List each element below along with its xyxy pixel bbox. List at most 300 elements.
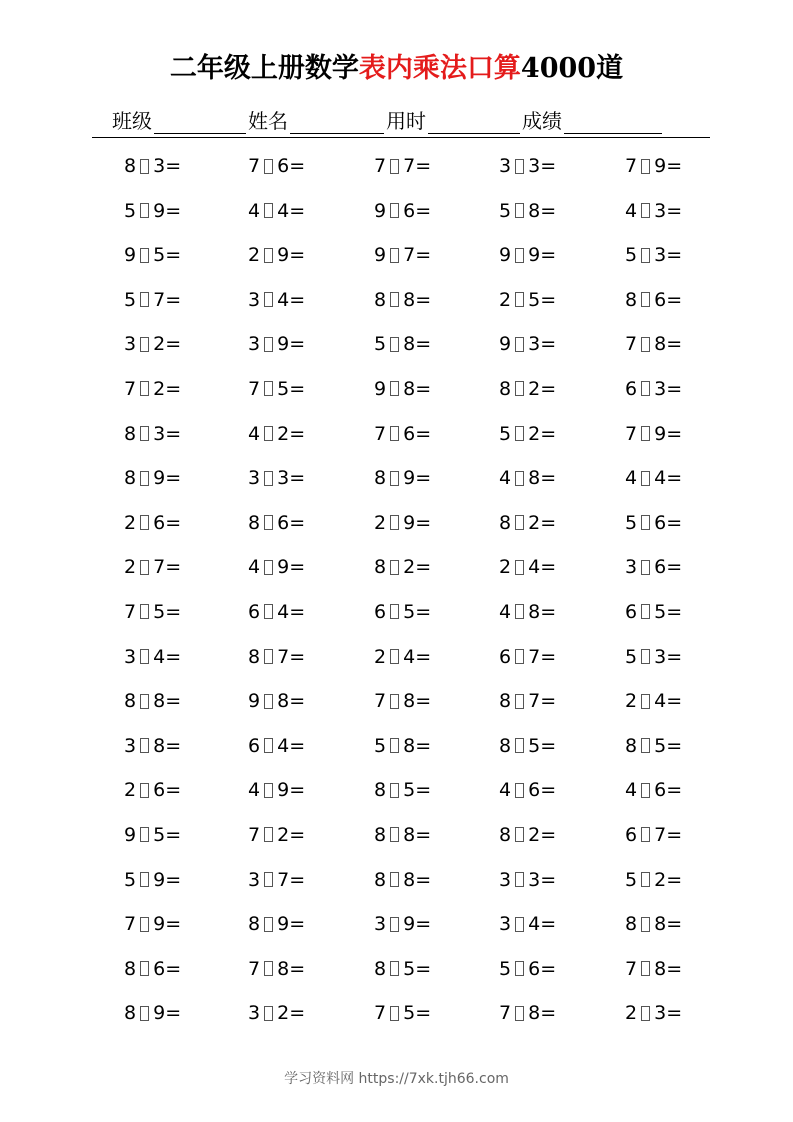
multiply-sign-icon <box>390 961 399 976</box>
multiply-sign-icon <box>390 292 399 307</box>
multiply-sign-icon <box>390 381 399 396</box>
equals-sign: = <box>666 823 683 846</box>
operand-b: 5 <box>403 600 416 623</box>
operand-a: 6 <box>248 734 261 757</box>
multiply-sign-icon <box>390 471 399 486</box>
problem-row <box>0 279 793 324</box>
operand-a: 8 <box>499 823 512 846</box>
operand-a: 8 <box>124 155 137 177</box>
multiply-sign-icon <box>140 337 149 352</box>
operand-b: 3 <box>153 155 166 177</box>
multiplication-problem <box>625 333 682 355</box>
multiplication-problem <box>374 155 431 177</box>
multiplication-problem <box>499 779 556 801</box>
equals-sign: = <box>666 913 683 936</box>
equals-sign: = <box>165 422 182 445</box>
multiplication-problem <box>248 779 305 801</box>
operand-b: 2 <box>277 823 290 846</box>
multiply-sign-icon <box>641 560 650 575</box>
multiply-sign-icon <box>515 381 524 396</box>
multiplication-problem <box>625 690 682 712</box>
operand-b: 8 <box>403 377 416 400</box>
multiplication-problem <box>124 1002 181 1024</box>
multiply-sign-icon <box>264 738 273 753</box>
equals-sign: = <box>540 422 557 445</box>
multiplication-problem <box>625 779 682 801</box>
multiplication-problem <box>374 378 431 400</box>
multiplication-problem <box>124 200 181 222</box>
problem-row <box>0 546 793 591</box>
operand-a: 7 <box>625 155 638 177</box>
multiplication-problem <box>499 869 556 891</box>
multiplication-problem <box>248 378 305 400</box>
operand-a: 7 <box>248 155 261 177</box>
operand-a: 8 <box>625 734 638 757</box>
operand-a: 8 <box>374 779 387 802</box>
operand-a: 8 <box>248 645 261 668</box>
multiplication-problem <box>248 601 305 623</box>
equals-sign: = <box>165 913 182 936</box>
operand-b: 8 <box>403 288 416 311</box>
operand-b: 8 <box>403 333 416 356</box>
multiplication-problem <box>625 512 682 534</box>
multiply-sign-icon <box>641 159 650 174</box>
equals-sign: = <box>415 288 432 311</box>
equals-sign: = <box>289 645 306 668</box>
operand-b: 9 <box>528 244 541 267</box>
multiplication-problem <box>625 869 682 891</box>
equals-sign: = <box>540 913 557 936</box>
problem-row <box>0 859 793 904</box>
operand-a: 7 <box>124 600 137 623</box>
multiply-sign-icon <box>641 694 650 709</box>
operand-a: 8 <box>374 467 387 490</box>
multiply-sign-icon <box>641 1006 650 1021</box>
equals-sign: = <box>165 779 182 802</box>
equals-sign: = <box>666 244 683 267</box>
operand-a: 7 <box>625 957 638 980</box>
operand-a: 2 <box>124 779 137 802</box>
multiply-sign-icon <box>140 649 149 664</box>
operand-b: 5 <box>654 734 667 757</box>
multiplication-problem <box>499 423 556 445</box>
operand-b: 3 <box>654 1002 667 1025</box>
operand-a: 8 <box>374 823 387 846</box>
multiply-sign-icon <box>390 827 399 842</box>
multiply-sign-icon <box>515 917 524 932</box>
operand-b: 8 <box>153 690 166 713</box>
multiply-sign-icon <box>264 159 273 174</box>
equals-sign: = <box>165 467 182 490</box>
operand-b: 2 <box>528 377 541 400</box>
multiplication-problem <box>248 333 305 355</box>
operand-a: 2 <box>499 556 512 579</box>
multiplication-problem <box>374 690 431 712</box>
multiply-sign-icon <box>140 872 149 887</box>
multiply-sign-icon <box>264 649 273 664</box>
equals-sign: = <box>540 690 557 713</box>
operand-a: 8 <box>374 868 387 891</box>
operand-b: 5 <box>403 1002 416 1025</box>
equals-sign: = <box>289 511 306 534</box>
multiplication-problem <box>124 467 181 489</box>
multiplication-problem <box>124 244 181 266</box>
problem-row <box>0 680 793 725</box>
operand-b: 4 <box>528 913 541 936</box>
operand-b: 9 <box>153 199 166 222</box>
equals-sign: = <box>289 779 306 802</box>
operand-b: 3 <box>654 199 667 222</box>
multiply-sign-icon <box>264 515 273 530</box>
operand-b: 9 <box>654 422 667 445</box>
operand-a: 7 <box>374 422 387 445</box>
multiply-sign-icon <box>264 471 273 486</box>
operand-a: 4 <box>248 422 261 445</box>
multiplication-problem <box>374 289 431 311</box>
operand-a: 8 <box>499 377 512 400</box>
operand-b: 3 <box>528 868 541 891</box>
multiplication-problem <box>625 735 682 757</box>
equals-sign: = <box>415 734 432 757</box>
operand-a: 5 <box>499 957 512 980</box>
problem-row <box>0 903 793 948</box>
operand-a: 8 <box>499 734 512 757</box>
equals-sign: = <box>289 244 306 267</box>
operand-a: 8 <box>374 556 387 579</box>
operand-b: 5 <box>403 957 416 980</box>
operand-a: 5 <box>625 244 638 267</box>
operand-b: 5 <box>528 288 541 311</box>
multiplication-problem <box>248 556 305 578</box>
equals-sign: = <box>540 244 557 267</box>
multiplication-problem <box>374 244 431 266</box>
problem-row <box>0 502 793 547</box>
equals-sign: = <box>165 333 182 356</box>
multiplication-problem <box>248 1002 305 1024</box>
multiply-sign-icon <box>390 203 399 218</box>
operand-a: 2 <box>124 511 137 534</box>
operand-a: 5 <box>374 333 387 356</box>
multiplication-problem <box>499 1002 556 1024</box>
equals-sign: = <box>666 600 683 623</box>
multiply-sign-icon <box>515 827 524 842</box>
multiplication-problem <box>625 1002 682 1024</box>
multiply-sign-icon <box>390 649 399 664</box>
multiply-sign-icon <box>515 649 524 664</box>
multiply-sign-icon <box>264 1006 273 1021</box>
equals-sign: = <box>165 690 182 713</box>
operand-a: 2 <box>625 1002 638 1025</box>
equals-sign: = <box>415 823 432 846</box>
operand-b: 3 <box>528 155 541 177</box>
equals-sign: = <box>540 288 557 311</box>
operand-b: 6 <box>654 511 667 534</box>
multiply-sign-icon <box>390 694 399 709</box>
time-blank[interactable] <box>428 111 520 134</box>
equals-sign: = <box>415 333 432 356</box>
multiplication-problem <box>248 467 305 489</box>
multiply-sign-icon <box>140 159 149 174</box>
operand-b: 6 <box>153 511 166 534</box>
multiply-sign-icon <box>641 783 650 798</box>
equals-sign: = <box>415 957 432 980</box>
problem-row <box>0 323 793 368</box>
operand-b: 6 <box>654 288 667 311</box>
multiplication-problem <box>625 289 682 311</box>
problem-row <box>0 190 793 235</box>
operand-a: 8 <box>499 690 512 713</box>
equals-sign: = <box>666 734 683 757</box>
multiplication-problem <box>374 200 431 222</box>
multiply-sign-icon <box>390 560 399 575</box>
multiply-sign-icon <box>515 738 524 753</box>
multiplication-problem <box>625 913 682 935</box>
equals-sign: = <box>666 288 683 311</box>
equals-sign: = <box>289 690 306 713</box>
equals-sign: = <box>540 511 557 534</box>
equals-sign: = <box>415 600 432 623</box>
multiply-sign-icon <box>641 248 650 263</box>
class-blank[interactable] <box>154 111 246 134</box>
multiply-sign-icon <box>140 694 149 709</box>
multiply-sign-icon <box>264 604 273 619</box>
operand-b: 9 <box>277 913 290 936</box>
equals-sign: = <box>165 288 182 311</box>
multiply-sign-icon <box>641 961 650 976</box>
operand-b: 9 <box>403 913 416 936</box>
operand-a: 7 <box>625 333 638 356</box>
operand-b: 3 <box>654 645 667 668</box>
operand-b: 5 <box>528 734 541 757</box>
multiply-sign-icon <box>390 159 399 174</box>
multiplication-problem <box>374 601 431 623</box>
multiply-sign-icon <box>390 248 399 263</box>
multiply-sign-icon <box>390 604 399 619</box>
multiply-sign-icon <box>264 337 273 352</box>
multiplication-problem <box>499 913 556 935</box>
multiply-sign-icon <box>264 203 273 218</box>
operand-a: 7 <box>124 913 137 936</box>
equals-sign: = <box>540 377 557 400</box>
score-blank[interactable] <box>564 111 662 134</box>
operand-b: 7 <box>153 556 166 579</box>
multiplication-problem <box>248 155 305 177</box>
equals-sign: = <box>415 199 432 222</box>
multiply-sign-icon <box>140 604 149 619</box>
multiply-sign-icon <box>140 917 149 932</box>
multiplication-problem <box>374 869 431 891</box>
name-blank[interactable] <box>290 111 384 134</box>
operand-b: 4 <box>277 734 290 757</box>
equals-sign: = <box>415 422 432 445</box>
multiply-sign-icon <box>264 961 273 976</box>
multiplication-problem <box>124 155 181 177</box>
operand-a: 9 <box>374 377 387 400</box>
multiply-sign-icon <box>641 738 650 753</box>
student-info-line <box>112 104 712 134</box>
page-title <box>0 46 793 85</box>
operand-b: 3 <box>654 244 667 267</box>
equals-sign: = <box>165 199 182 222</box>
equals-sign: = <box>289 823 306 846</box>
multiplication-problem <box>625 556 682 578</box>
operand-a: 7 <box>248 823 261 846</box>
multiplication-problem <box>499 824 556 846</box>
multiplication-problem <box>124 333 181 355</box>
operand-a: 8 <box>124 957 137 980</box>
footer-watermark: 学习资料网 https://7xk.tjh66.com <box>284 1071 509 1087</box>
equals-sign: = <box>666 556 683 579</box>
equals-sign: = <box>289 288 306 311</box>
multiplication-problem <box>625 601 682 623</box>
operand-a: 2 <box>374 511 387 534</box>
multiplication-problem <box>374 824 431 846</box>
equals-sign: = <box>666 957 683 980</box>
operand-b: 6 <box>153 779 166 802</box>
operand-a: 5 <box>625 645 638 668</box>
equals-sign: = <box>666 511 683 534</box>
multiplication-problem <box>248 958 305 980</box>
operand-a: 3 <box>124 645 137 668</box>
multiply-sign-icon <box>641 827 650 842</box>
equals-sign: = <box>289 333 306 356</box>
equals-sign: = <box>540 1002 557 1025</box>
equals-sign: = <box>540 734 557 757</box>
multiplication-problem <box>374 556 431 578</box>
operand-a: 3 <box>124 734 137 757</box>
multiply-sign-icon <box>140 292 149 307</box>
operand-a: 7 <box>374 155 387 177</box>
operand-b: 6 <box>153 957 166 980</box>
equals-sign: = <box>289 155 306 177</box>
multiply-sign-icon <box>515 426 524 441</box>
multiplication-problem <box>248 289 305 311</box>
equals-sign: = <box>165 155 182 177</box>
operand-a: 7 <box>248 377 261 400</box>
multiplication-problem <box>124 735 181 757</box>
operand-b: 9 <box>277 779 290 802</box>
multiply-sign-icon <box>390 426 399 441</box>
multiplication-problem <box>248 869 305 891</box>
operand-a: 8 <box>625 288 638 311</box>
operand-b: 9 <box>277 244 290 267</box>
multiplication-problem <box>499 512 556 534</box>
multiplication-problem <box>124 646 181 668</box>
operand-a: 3 <box>124 333 137 356</box>
operand-b: 8 <box>654 913 667 936</box>
equals-sign: = <box>415 868 432 891</box>
operand-a: 5 <box>374 734 387 757</box>
multiplication-problem <box>499 556 556 578</box>
multiplication-problem <box>499 155 556 177</box>
multiply-sign-icon <box>140 560 149 575</box>
multiplication-problem <box>374 646 431 668</box>
equals-sign: = <box>540 868 557 891</box>
multiplication-problem <box>499 289 556 311</box>
equals-sign: = <box>540 199 557 222</box>
multiplication-problem <box>248 913 305 935</box>
operand-a: 2 <box>625 690 638 713</box>
equals-sign: = <box>540 957 557 980</box>
equals-sign: = <box>415 913 432 936</box>
equals-sign: = <box>289 556 306 579</box>
multiply-sign-icon <box>641 203 650 218</box>
multiplication-problem <box>248 690 305 712</box>
equals-sign: = <box>540 467 557 490</box>
multiply-sign-icon <box>264 872 273 887</box>
multiply-sign-icon <box>641 337 650 352</box>
multiplication-problem <box>374 512 431 534</box>
multiplication-problem <box>374 779 431 801</box>
multiplication-problem <box>374 423 431 445</box>
multiply-sign-icon <box>515 515 524 530</box>
operand-b: 9 <box>403 467 416 490</box>
problem-row <box>0 948 793 993</box>
multiply-sign-icon <box>515 248 524 263</box>
multiply-sign-icon <box>140 738 149 753</box>
multiplication-problem <box>124 824 181 846</box>
multiply-sign-icon <box>515 1006 524 1021</box>
operand-a: 8 <box>248 511 261 534</box>
operand-a: 4 <box>499 600 512 623</box>
multiply-sign-icon <box>390 872 399 887</box>
operand-b: 8 <box>528 600 541 623</box>
multiplication-problem <box>625 958 682 980</box>
operand-a: 4 <box>625 779 638 802</box>
equals-sign: = <box>540 556 557 579</box>
operand-b: 7 <box>528 645 541 668</box>
multiplication-problem <box>248 824 305 846</box>
multiply-sign-icon <box>641 471 650 486</box>
operand-a: 7 <box>248 957 261 980</box>
equals-sign: = <box>165 957 182 980</box>
multiply-sign-icon <box>264 248 273 263</box>
operand-b: 6 <box>277 511 290 534</box>
operand-a: 9 <box>248 690 261 713</box>
multiply-sign-icon <box>264 917 273 932</box>
multiplication-problem <box>625 646 682 668</box>
multiplication-problem <box>124 913 181 935</box>
operand-a: 5 <box>124 288 137 311</box>
multiply-sign-icon <box>140 783 149 798</box>
equals-sign: = <box>165 1002 182 1025</box>
operand-a: 8 <box>625 913 638 936</box>
operand-b: 4 <box>153 645 166 668</box>
operand-b: 5 <box>277 377 290 400</box>
operand-b: 4 <box>403 645 416 668</box>
equals-sign: = <box>415 645 432 668</box>
multiplication-problem <box>374 1002 431 1024</box>
name-label: 姓名 <box>248 109 288 133</box>
problem-grid <box>0 145 793 1037</box>
equals-sign: = <box>165 868 182 891</box>
equals-sign: = <box>415 467 432 490</box>
header-divider <box>92 137 710 138</box>
operand-b: 8 <box>528 199 541 222</box>
multiply-sign-icon <box>140 515 149 530</box>
multiplication-problem <box>248 735 305 757</box>
equals-sign: = <box>415 155 432 177</box>
operand-b: 4 <box>654 690 667 713</box>
multiply-sign-icon <box>641 872 650 887</box>
equals-sign: = <box>415 1002 432 1025</box>
equals-sign: = <box>415 244 432 267</box>
operand-b: 8 <box>403 734 416 757</box>
operand-b: 7 <box>277 645 290 668</box>
equals-sign: = <box>289 467 306 490</box>
operand-a: 3 <box>625 556 638 579</box>
equals-sign: = <box>165 645 182 668</box>
